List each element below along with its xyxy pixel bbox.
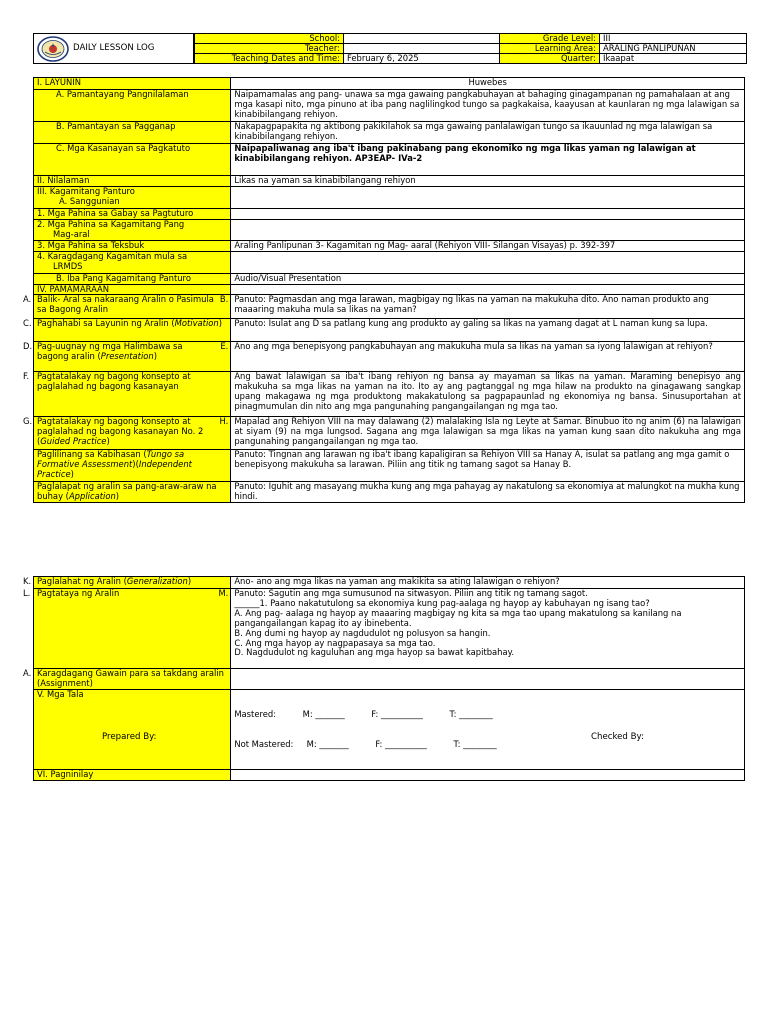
pagtataya-text[interactable]	[231, 589, 745, 669]
paglalahat-text[interactable]: Ano- ano ang mga likas na yaman ang makikita sa ating lalawigan o rehiyon?	[231, 577, 745, 589]
row-kagamitang-panturo	[34, 187, 745, 209]
paghahabi-label-end: )	[218, 318, 222, 328]
kagamitang-panturo-title: III. Kagamitang Panturo	[37, 186, 135, 196]
pag-uugnay-label-end: )	[153, 350, 157, 361]
pag-uugnay-text[interactable]: Ano ang mga benepisyong pangkabuhayan ang makukuha mula sa likas na yaman sa iyong lalawigan at rehiyon?	[231, 342, 745, 372]
pamamaraan-label: IV. PAMAMARAAN	[34, 285, 231, 295]
pagtataya-choice-a: A. Ang pag- aalaga ng hayop ay maaaring magbigay ng kita sa mga tao upang makatulong sa kanilang na pangangailangan kapag ito ay ibinebenta.	[234, 607, 682, 628]
pagninilay-text[interactable]	[231, 770, 745, 781]
kagamitang-panturo-text[interactable]	[231, 187, 745, 209]
paghahabi-label	[23, 318, 231, 342]
teksbuk-text[interactable]: Araling Panlipunan 3- Kagamitan ng Mag- aaral (Rehiyon VIII- Silangan Visayas) p. 392-397	[231, 241, 745, 252]
balik-aral-prefix: A.	[23, 294, 32, 304]
kasanayan-line2: kinabibilangang rehiyon. AP3EAP- IVa-2	[234, 152, 423, 163]
paglilinang-label-italic: Tungo sa Formative Assessment	[37, 449, 185, 469]
row-pagninilay	[34, 770, 745, 781]
not-mastered-line: Not Mastered: M: _______ F: __________ T: ________	[234, 738, 497, 749]
row-pag-uugnay	[34, 342, 745, 372]
kagamitang-panturo-label	[34, 187, 231, 209]
header-row-school	[195, 34, 747, 44]
teaching-dates-value[interactable]: February 6, 2025	[344, 54, 500, 64]
pagtataya-choice-d: D. Nagdudulot ng kaguluhan ang mga hayop sa bawat kapitbahay.	[234, 647, 515, 658]
pagtatalakay-2-text[interactable]: Mapalad ang Rehiyon VIII na may dalawang (2) malalaking Isla ng Leyte at Samar. Binubuo ito ng anim (6) na lalawigan at siyam (9) na mga lungsod. Sagana ang mga lalawigan sa mga likas na yaman kung saan dito nakukuha ang mga pangunahing pangangailangan ng mga tao.	[231, 417, 745, 450]
pagtataya-question: ______1. Paano nakatutulong sa ekonomiya kung pag-aalaga ng hayop ay kabuhayan ng isang tao?	[234, 597, 650, 608]
pagtatalakay-1-prefix: F.	[23, 371, 30, 381]
row-pagtatalakay-1	[34, 372, 745, 417]
row-paglalahat	[34, 577, 745, 589]
paglalahat-label-end: )	[187, 576, 192, 586]
pagtataya-instruction: Panuto: Sagutin ang mga sumusunod na sitwasyon. Piliin ang titik ng tamang sagot.	[234, 588, 588, 598]
balik-aral-label	[23, 294, 231, 319]
row-paghahabi	[34, 319, 745, 342]
gabay-text[interactable]	[231, 209, 745, 220]
row-lrmds	[34, 252, 745, 274]
nilalaman-text[interactable]: Likas na yaman sa kinabibilangang rehiyon	[231, 176, 745, 187]
karagdagang-gawain-prefix: A.	[23, 668, 32, 678]
row-pagtatalakay-2	[34, 417, 745, 450]
row-gabay	[34, 209, 745, 220]
nilalaman-label: II. Nilalaman	[34, 176, 231, 187]
header-row-teacher	[195, 44, 747, 54]
paglalahat-label-italic: Generalization	[126, 576, 188, 586]
lrmds-line1: 4. Karagdagang Kagamitan mula sa	[37, 251, 188, 261]
header-info-table	[194, 33, 747, 64]
paghahabi-label-text: Paghahabi sa Layunin ng Aralin (	[37, 318, 175, 328]
row-balik-aral	[34, 295, 745, 319]
balik-aral-suffix: B.	[219, 294, 229, 304]
pag-uugnay-label-text: Pag-uugnay ng mga Halimbawa sa bagong aralin (	[37, 341, 183, 361]
karagdagang-gawain-label	[23, 668, 231, 690]
pag-uugnay-label-italic: Presentation	[100, 350, 154, 361]
paghahabi-text[interactable]: Panuto: Isulat ang D sa patlang kung ang produkto ay galing sa likas na yamang dagat at L naman kung sa lupa.	[231, 319, 745, 342]
kagamitang-pang-mag-aaral-text[interactable]	[231, 220, 745, 241]
school-value[interactable]	[344, 34, 500, 44]
pagtatalakay-2-label-end: )	[106, 435, 110, 446]
deped-seal-icon	[37, 36, 69, 62]
header-row-dates	[195, 54, 747, 64]
paglalahat-label	[23, 576, 231, 589]
checked-by-label: Checked By:	[591, 732, 644, 742]
lesson-table-continued	[23, 576, 745, 781]
pag-uugnay-suffix: E.	[220, 341, 229, 351]
pagtataya-prefix: L.	[23, 588, 31, 598]
row-mga-tala	[34, 690, 745, 770]
pagninilay-label: VI. Pagninilay	[34, 770, 231, 781]
header-title-box	[33, 33, 194, 64]
pagtataya-choice-b: B. Ang dumi ng hayop ay nagdudulot ng polusyon sa hangin.	[234, 627, 491, 638]
pagtatalakay-2-label	[23, 416, 231, 450]
paglilinang-label-text: Paglilinang sa Kabihasan (	[37, 449, 147, 459]
pagtataya-label	[23, 588, 231, 669]
paglalapat-text[interactable]: Panuto: Iguhit ang masayang mukha kung ang mga pahayag ay nakatulong sa ekonomiya at malungkot na mukha kung hindi.	[231, 482, 745, 503]
teaching-dates-label: Teaching Dates and Time:	[195, 54, 344, 64]
paglalapat-label	[34, 482, 231, 503]
quarter-label: Quarter:	[500, 54, 600, 64]
row-pamantayan-pagganap	[34, 122, 745, 144]
teacher-value[interactable]	[344, 44, 500, 54]
balik-aral-text[interactable]: Panuto: Pagmasdan ang mga larawan, magbigay ng likas na yaman na makukuha dito. Ano naman produkto ang maaaring makuha mula sa likas na yaman?	[231, 295, 745, 319]
prepared-by-label: Prepared By:	[102, 732, 157, 742]
row-pamantayang-pangnilalaman	[34, 90, 745, 122]
iba-pang-kagamitan-text[interactable]: Audio/Visual Presentation	[231, 274, 745, 285]
karagdagang-gawain-label-text: Karagdagang Gawain para sa takdang aralin (Assignment)	[37, 668, 224, 688]
balik-aral-label-text: Balik- Aral sa nakaraang Aralin o Pasimula sa Bagong Aralin	[37, 294, 214, 314]
lrmds-text[interactable]	[231, 252, 745, 274]
layunin-label: I. LAYUNIN	[34, 78, 231, 90]
pagtatalakay-2-label-text: Pagtatalakay ng bagong konsepto at paglalahad ng bagong kasanayan No. 2 (	[37, 416, 204, 446]
row-pamamaraan	[34, 285, 745, 295]
sanggunian-label: A. Sanggunian	[59, 195, 120, 206]
row-pagtataya	[34, 589, 745, 669]
pamantayang-pangnilalaman-label: A. Pamantayang Pangnilalaman	[34, 90, 231, 122]
pagtatalakay-2-suffix: H.	[219, 416, 229, 426]
row-karagdagang-gawain	[34, 669, 745, 690]
row-teksbuk	[34, 241, 745, 252]
pamantayan-pagganap-text[interactable]: Nakapagpapakita ng aktibong pakikilahok sa mga gawaing panlalawigan tungo sa ikauunlad ng mga lalawigan sa kinabibilangang rehiyon.	[231, 122, 745, 144]
paglalahat-label-text: Paglalahat ng Aralin (	[37, 576, 127, 586]
grade-level-value[interactable]: III	[600, 34, 747, 44]
lrmds-line2: LRMDS	[53, 260, 83, 271]
kagamitang-pang-mag-aaral-line2: Mag-aral	[53, 228, 90, 239]
pagtatalakay-2-label-italic: Guided Practice	[40, 435, 107, 446]
lesson-table	[23, 77, 745, 503]
iba-pang-kagamitan-label: B. Iba Pang Kagamitang Panturo	[34, 274, 231, 285]
row-kagamitang-pang-mag-aaral	[34, 220, 745, 241]
quarter-value[interactable]: Ikaapat	[600, 54, 747, 64]
pamamaraan-text[interactable]	[231, 285, 745, 295]
paglilinang-label-mid: )(	[132, 458, 139, 469]
paglalapat-label-italic: Application	[68, 490, 116, 501]
pag-uugnay-label	[23, 341, 231, 372]
pamantayan-pagganap-label: B. Pamantayan sa Pagganap	[34, 122, 231, 144]
pagtatalakay-1-label-text: Pagtatalakay ng bagong konsepto at paglalahad ng bagong kasanayan	[37, 371, 191, 391]
mga-tala-text[interactable]	[231, 690, 745, 770]
learning-area-value[interactable]: ARALING PANLIPUNAN	[600, 44, 747, 54]
daily-lesson-log-title: DAILY LESSON LOG	[73, 43, 155, 53]
paghahabi-prefix: C.	[23, 318, 32, 328]
pagtatalakay-2-prefix: G.	[23, 416, 33, 426]
row-nilalaman	[34, 176, 745, 187]
row-paglalapat	[34, 482, 745, 503]
pamantayang-pangnilalaman-text[interactable]: Naipamamalas ang pang- unawa sa mga gawaing pangkabuhayan at bahaging ginagampanan ng pamahalaan at ang mga kasapi nito, mga pinuno at iba pang naglilingkod tungo sa pagkakaisa, kaayusan at kaunlaran ng mga lalawigan sa kinabibilangang rehiyon.	[231, 90, 745, 122]
kasanayan-label: C. Mga Kasanayan sa Pagkatuto	[34, 144, 231, 176]
paglilinang-label-end: )	[70, 468, 74, 479]
pag-uugnay-prefix: D.	[23, 341, 33, 351]
pagtataya-suffix: M.	[218, 588, 229, 598]
row-iba-pang-kagamitan	[34, 274, 745, 285]
grade-level-label: Grade Level:	[500, 34, 600, 44]
teksbuk-label: 3. Mga Pahina sa Teksbuk	[34, 241, 231, 252]
row-layunin	[34, 78, 745, 90]
kasanayan-text[interactable]	[231, 144, 745, 176]
paglalahat-prefix: K.	[23, 576, 32, 586]
mastered-line: Mastered: M: _______ F: __________ T: ________	[234, 708, 493, 719]
pagtatalakay-1-label	[23, 371, 231, 417]
mga-tala-label: V. Mga Tala	[34, 690, 231, 770]
pagtatalakay-1-text[interactable]: Ang bawat lalawigan sa iba't ibang rehiyon ng bansa ay mayaman sa likas na yaman. Maraming benepisyo ang makukuha sa mga likas na yaman na ito. Ito ay ang pagtanggal ng mga hilaw na produkto na ginagawang sangkap upang makagawa ng mga produktong makakatulong sa pagpapaunlad ng ekonomiya ng bansa. Sinusuportahan at pinagmumulan din nito ang mga pangunahing pangangailangan ng mga tao.	[231, 372, 745, 417]
kasanayan-line1: Naipapaliwanag ang iba't ibang pakinabang pang ekonomiko ng mga likas yaman ng lalawigan at	[234, 143, 696, 153]
paghahabi-label-italic: Motivation	[174, 318, 219, 328]
lrmds-label	[34, 252, 231, 274]
row-paglilinang	[34, 450, 745, 482]
paglilinang-label-italic2: Independent Practice	[37, 458, 192, 479]
paglilinang-text[interactable]: Panuto: Tingnan ang larawan ng iba't ibang kapaligiran sa Rehiyon VIII sa Hanay A, isulat sa patlang ang mga gamit o benepisyong makukuha sa larawan. Piliin ang titik ng tamang sagot sa Hanay B.	[231, 450, 745, 482]
gabay-label: 1. Mga Pahina sa Gabay sa Pagtuturo	[34, 209, 231, 220]
learning-area-label: Learning Area:	[500, 44, 600, 54]
teacher-label: Teacher:	[195, 44, 344, 54]
day-heading: Huwebes	[231, 78, 745, 90]
school-label: School:	[195, 34, 344, 44]
paglilinang-label	[34, 450, 231, 482]
paglalapat-label-text: Paglalapat ng aralin sa pang-araw-araw na buhay (	[37, 481, 217, 501]
pagtataya-choice-c: C. Ang mga hayop ay nagpapasaya sa mga tao.	[234, 637, 436, 648]
paglalapat-label-end: )	[115, 490, 120, 501]
kagamitang-pang-mag-aaral-label	[34, 220, 231, 241]
pagtataya-label-text: Pagtataya ng Aralin	[37, 588, 120, 598]
kagamitang-pang-mag-aaral-line1: 2. Mga Pahina sa Kagamitang Pang	[37, 219, 185, 229]
karagdagang-gawain-text[interactable]	[231, 669, 745, 690]
row-kasanayan	[34, 144, 745, 176]
